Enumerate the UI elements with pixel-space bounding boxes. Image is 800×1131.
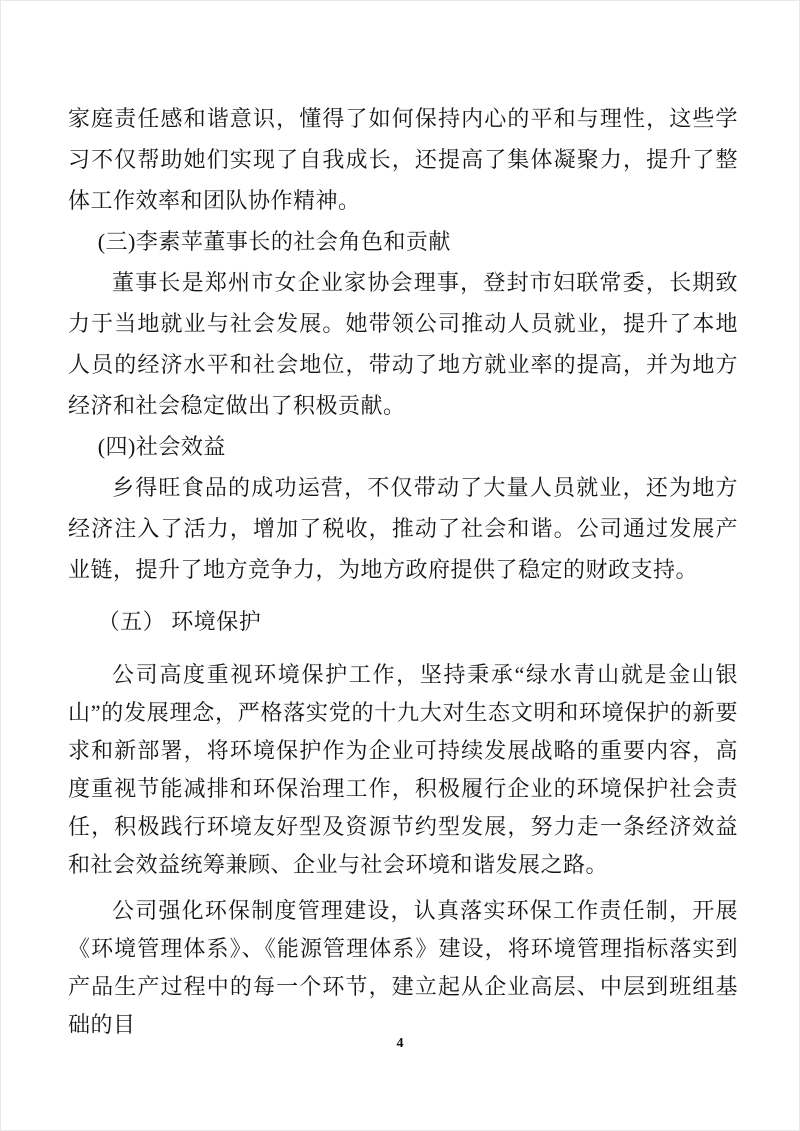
paragraph-chairman-role: 董事长是郑州市女企业家协会理事，登封市妇联常委，长期致力于当地就业与社会发展。她带领公司推动人员就业，提升了本地人员的经济水平和社会地位，带动了地方就业率的提高，并为地方经济和社会稳定做出了积极贡献。: [68, 270, 738, 418]
page-number: 4: [396, 1036, 404, 1051]
paragraph-environment-1: 公司高度重视环境保护工作，坚持秉承“绿水青山就是金山银山”的发展理念，严格落实党的十九大对生态文明和环境保护的新要求和新部署，将环境保护作为企业可持续发展战略的重要内容，高度重视节能减排和环保治理工作，积极履行企业的环境保护社会责任，积极践行环境友好型及资源节约型发展，努力走一条经济效益和社会效益统筹兼顾、企业与社会环境和谐发展之路。: [68, 662, 738, 877]
paragraph-environment-2: 公司强化环保制度管理建设，认真落实环保工作责任制，开展《环境管理体系》、《能源管理体系》建设，将环境管理指标落实到产品生产过程中的每一个环节，建立起从企业高层、中层到班组基础的目: [68, 898, 738, 1037]
paragraph-continuation: 家庭责任感和谐意识，懂得了如何保持内心的平和与理性，这些学习不仅帮助她们实现了自我成长，还提高了集体凝聚力，提升了整体工作效率和团队协作精神。: [68, 106, 738, 213]
page-body: [68, 98, 738, 1044]
heading-section-five: （五） 环境保护: [97, 609, 262, 634]
heading-section-three: (三)李素苹董事长的社会角色和贡献: [97, 229, 451, 254]
heading-section-four: (四)社会效益: [97, 434, 226, 459]
paragraph-social-benefit: 乡得旺食品的成功运营，不仅带动了大量人员就业，还为地方经济注入了活力，增加了税收，推动了社会和谐。公司通过发展产业链，提升了地方竞争力，为地方政府提供了稳定的财政支持。: [68, 475, 738, 582]
